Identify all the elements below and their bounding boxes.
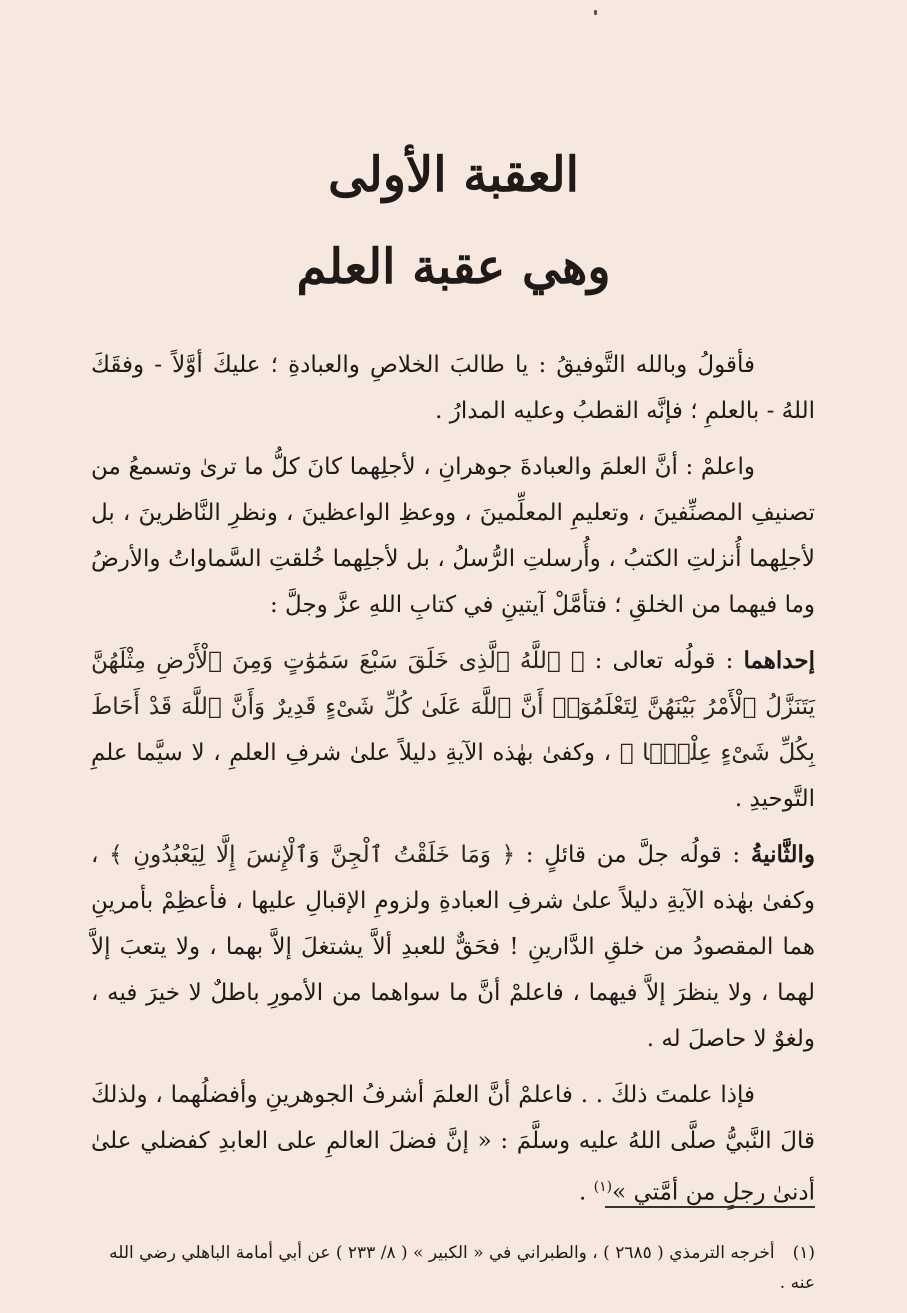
paragraph-intro: فأقولُ وبالله التَّوفيقُ : يا طالبَ الخلاصِ والعبادةِ ؛ عليكَ أوَّلاً - وفقَكَ اللهُ - بالعلمِ ؛ فإنَّه القطبُ وعليه المدارُ . — [91, 352, 815, 424]
body-text — [91, 342, 815, 1226]
paragraph-verse-two — [91, 832, 815, 1062]
footnote — [91, 1238, 815, 1298]
verse-one-quote: ﴿ ٱللَّهُ ٱلَّذِى خَلَقَ سَبْعَ سَمَٰوَٰتٍ وَمِنَ ٱلْأَرْضِ مِثْلَهُنَّ يَتَنَزَّلُ ٱلْأَمْرُ بَيْنَهُنَّ لِتَعْلَمُوٓا۟ أَنَّ ٱللَّهَ عَلَىٰ كُلِّ شَىْءٍ قَدِيرٌ وَأَنَّ ٱللَّهَ قَدْ أَحَاطَ بِكُلِّ شَىْءٍ عِلْمًۢا ﴾ — [91, 648, 815, 766]
paragraph-verse-one — [91, 638, 815, 822]
verse-two-after: ، وكفىٰ بهٰذه الآيةِ دليلاً علىٰ شرفِ العبادةِ ولزومِ الإقبالِ عليها ، فأعظِمْ بأمرينِ هما المقصودُ من خلقِ الدَّارينِ ! فحَقٌّ للعبدِ ألاَّ يشتغلَ إلاَّ بهما ، ولا يتعبَ إلاَّ لهما ، ولا ينظرَ إلاَّ فيهما ، فاعلمْ أنَّ ما سواهما من الأمورِ باطلٌ لا خيرَ فيه ، ولغوٌ لا حاصلَ له . — [91, 842, 815, 1052]
chapter-subtitle: وهي عقبة العلم — [296, 239, 611, 295]
chapter-title: العقبة الأولى — [328, 147, 579, 203]
verse-two-quote: ﴿ وَمَا خَلَقْتُ ٱلْجِنَّ وَٱلْإِنسَ إِلَّا لِيَعْبُدُونِ ﴾ — [109, 842, 516, 868]
page-mark — [594, 10, 597, 15]
closing-end: . — [578, 1179, 594, 1206]
footnote-reference[interactable]: (١) — [593, 1179, 613, 1195]
verse-one-label: إحداهما — [743, 647, 815, 674]
verse-two-intro: : قولُه جلَّ من قائلٍ : — [515, 842, 751, 868]
paragraph-closing — [91, 1072, 815, 1216]
verse-one-after: ، وكفىٰ بهٰذه الآيةِ دليلاً علىٰ شرفِ العلمِ ، لا سيَّما علمِ التَّوحيدِ . — [91, 740, 815, 812]
chapter-heading — [0, 140, 907, 302]
verse-one-intro: : قولُه تعالى : — [584, 648, 744, 674]
footnote-text: أخرجه الترمذي ( ٢٦٨٥ ) ، والطبراني في « الكبير » ( ٨/ ٢٣٣ ) عن أبي أمامة الباهلي رضي الله عنه . — [109, 1243, 815, 1293]
footnote-separator — [605, 1206, 815, 1208]
closing-text: فإذا علمتَ ذلكَ . . فاعلمْ أنَّ العلمَ أشرفُ الجوهرينِ وأفضلُهما ، ولذلكَ قالَ النَّبيُّ صلَّى اللهُ عليه وسلَّمَ : « إنَّ فضلَ العالمِ على العابدِ كفضلي علىٰ أدنىٰ رجلٍ من أمَّتي » — [91, 1082, 815, 1206]
footnote-number: (١) — [792, 1243, 815, 1263]
paragraph-know: واعلمْ : أنَّ العلمَ والعبادةَ جوهرانِ ، لأجلِهما كانَ كلُّ ما ترىٰ وتسمعُ من تصنيفِ المصنِّفينَ ، وتعليمِ المعلِّمينَ ، ووعظِ الواعظينَ ، ونظرِ النَّاظرينَ ، بل لأجلِهما أُنزلتِ الكتبُ ، وأُرسلتِ الرُّسلُ ، بل لأجلِهما خُلقتِ السَّماواتُ والأرضُ وما فيهما من الخلقِ ؛ فتأمَّلْ آيتينِ في كتابِ اللهِ عزَّ وجلَّ : — [91, 454, 815, 618]
verse-two-label: والثَّانيةُ — [750, 841, 816, 868]
